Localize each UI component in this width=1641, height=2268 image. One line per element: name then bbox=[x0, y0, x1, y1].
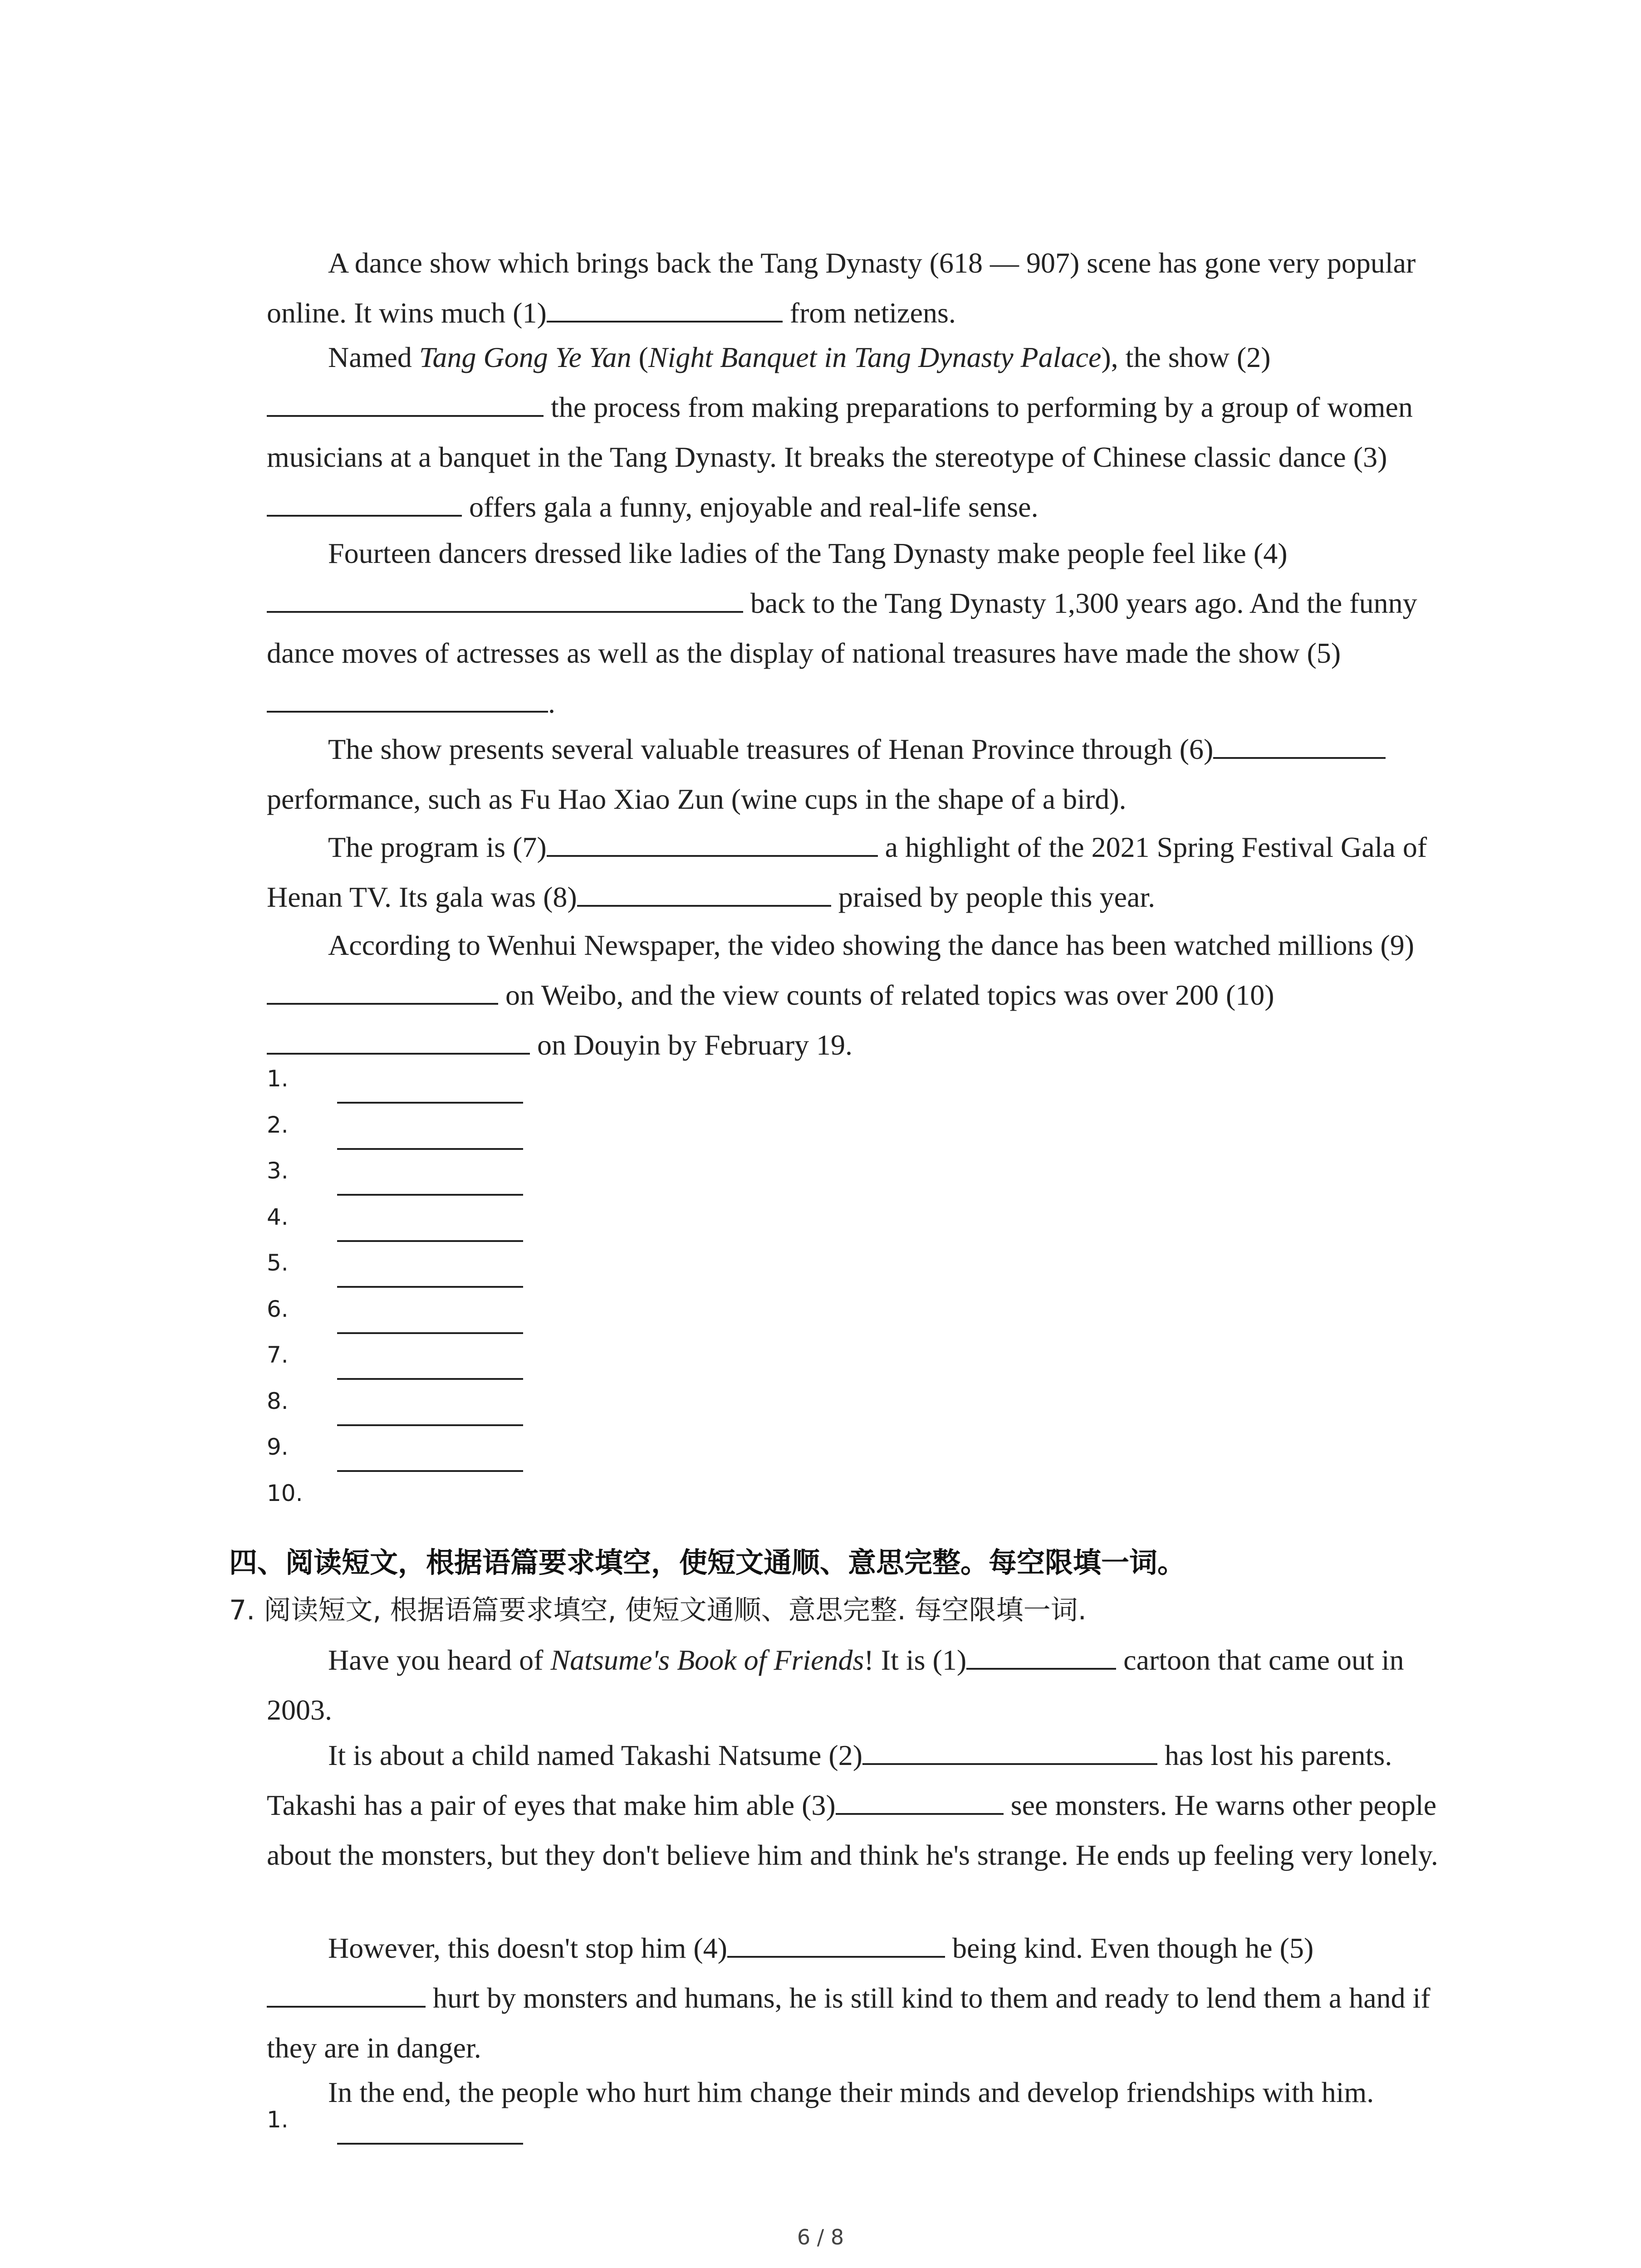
passage-text: A dance show which brings back the Tang Dynasty (618 — 907) scene has gone very popular online. It wins much (1) bbox=[267, 247, 1416, 329]
passage-text: Fourteen dancers dressed like ladies of the Tang Dynasty make people feel like (4) bbox=[328, 537, 1288, 569]
answer-number: 10. bbox=[267, 1480, 303, 1506]
question7-paragraph-1 bbox=[267, 1635, 1455, 1735]
passage1-paragraph-4 bbox=[267, 724, 1455, 824]
answer-number: 4. bbox=[267, 1203, 289, 1230]
answer-line[interactable] bbox=[337, 1194, 523, 1196]
passage1-paragraph-6 bbox=[267, 920, 1455, 1070]
passage-text: The program is (7) bbox=[328, 831, 547, 863]
q7-blank-5[interactable] bbox=[267, 1978, 426, 2008]
passage-text: on Weibo, and the view counts of related topics was over 200 (10) bbox=[498, 979, 1274, 1011]
italic-title: Tang Gong Ye Yan bbox=[419, 341, 632, 373]
blank-6[interactable] bbox=[1213, 729, 1386, 759]
page-number: 6 / 8 bbox=[797, 2225, 844, 2249]
blank-5[interactable] bbox=[267, 683, 548, 713]
q7-blank-4[interactable] bbox=[727, 1928, 945, 1958]
question-7-label: 7. 阅读短文, 根据语篇要求填空, 使短文通顺、意思完整. 每空限填一词. bbox=[229, 1594, 1087, 1626]
answer-number: 2. bbox=[267, 1111, 289, 1138]
answer-line[interactable] bbox=[337, 1240, 523, 1242]
answer-number: 8. bbox=[267, 1388, 289, 1414]
passage-text: offers gala a funny, enjoyable and real-life sense. bbox=[462, 491, 1038, 523]
blank-1[interactable] bbox=[547, 293, 783, 323]
passage1-paragraph-1 bbox=[267, 238, 1455, 338]
passage-text: According to Wenhui Newspaper, the video showing the dance has been watched millions (9) bbox=[328, 929, 1414, 961]
passage-text: from netizens. bbox=[782, 297, 956, 329]
passage-text: ( bbox=[631, 341, 648, 373]
passage-text: cartoon that came out in 2003. bbox=[267, 1644, 1404, 1726]
answer-number: 3. bbox=[267, 1158, 289, 1184]
passage-text: back to the Tang Dynasty 1,300 years ago. And the funny dance moves of actresses as well as the display of national treasures have made the show (5) bbox=[267, 587, 1417, 669]
passage-text: However, this doesn't stop him (4) bbox=[328, 1932, 727, 1964]
passage-text: has lost his parents. Takashi has a pair of eyes that make him able (3) bbox=[267, 1739, 1392, 1821]
answer-line[interactable] bbox=[337, 1424, 523, 1426]
answer-number: 9. bbox=[267, 1434, 289, 1460]
answer-line[interactable] bbox=[337, 1286, 523, 1288]
q7-blank-1[interactable] bbox=[966, 1640, 1116, 1670]
passage-text: praised by people this year. bbox=[831, 881, 1156, 913]
answer-number: 7. bbox=[267, 1342, 289, 1368]
italic-title: Natsume's Book of Friends bbox=[550, 1644, 864, 1676]
passage-text: the process from making preparations to performing by a group of women musicians at a banquet in the Tang Dynasty. It breaks the stereotype of Chinese classic dance (3) bbox=[267, 391, 1413, 473]
blank-7[interactable] bbox=[547, 827, 878, 857]
q7-blank-2[interactable] bbox=[862, 1735, 1157, 1765]
blank-4[interactable] bbox=[267, 583, 743, 613]
passage-text: performance, such as Fu Hao Xiao Zun (wine cups in the shape of a bird). bbox=[267, 783, 1127, 815]
passage-text: being kind. Even though he (5) bbox=[945, 1932, 1314, 1964]
passage-text: Named bbox=[328, 341, 419, 373]
passage1-paragraph-3 bbox=[267, 528, 1455, 728]
passage1-paragraph-5 bbox=[267, 822, 1455, 922]
answer-line[interactable] bbox=[337, 1102, 523, 1104]
passage-text: hurt by monsters and humans, he is still kind to them and ready to lend them a hand if they are in danger. bbox=[267, 1982, 1430, 2064]
passage-text: see monsters. He warns other people about the monsters, but they don't believe him and think he's strange. He ends up feeling very lonely. bbox=[267, 1789, 1438, 1871]
blank-10[interactable] bbox=[267, 1025, 530, 1055]
answer-number: 5. bbox=[267, 1250, 289, 1276]
blank-9[interactable] bbox=[267, 975, 498, 1005]
passage-text: a highlight of the 2021 Spring Festival Gala of Henan TV. Its gala was (8) bbox=[267, 831, 1427, 913]
answer-line[interactable] bbox=[337, 1332, 523, 1334]
question7-paragraph-4: In the end, the people who hurt him change their minds and develop friendships with him. bbox=[328, 2076, 1374, 2108]
passage-text: on Douyin by February 19. bbox=[530, 1029, 853, 1061]
blank-3[interactable] bbox=[267, 487, 462, 517]
passage-text: The show presents several valuable treasures of Henan Province through (6) bbox=[328, 733, 1214, 765]
q7-blank-3[interactable] bbox=[836, 1785, 1004, 1815]
answer-line[interactable] bbox=[337, 1470, 523, 1472]
question7-paragraph-2 bbox=[267, 1730, 1455, 1880]
passage-text: Have you heard of bbox=[328, 1644, 551, 1676]
passage-text: ! It is (1) bbox=[864, 1644, 967, 1676]
section-heading: 四、阅读短文，根据语篇要求填空，使短文通顺、意思完整。每空限填一词。 bbox=[229, 1546, 1186, 1579]
blank-2[interactable] bbox=[267, 387, 544, 417]
answer-line[interactable] bbox=[337, 1378, 523, 1380]
passage1-paragraph-2 bbox=[267, 332, 1455, 532]
answer-number: 6. bbox=[267, 1295, 289, 1322]
blank-8[interactable] bbox=[577, 877, 831, 907]
answer-number: 1. bbox=[267, 1066, 289, 1092]
answer-line[interactable] bbox=[337, 2143, 523, 2145]
passage-text: ), the show (2) bbox=[1101, 341, 1271, 373]
question7-paragraph-3 bbox=[267, 1923, 1455, 2073]
passage-text: . bbox=[548, 687, 555, 719]
italic-title: Night Banquet in Tang Dynasty Palace bbox=[648, 341, 1102, 373]
answer-number: 1. bbox=[267, 2107, 289, 2133]
answer-line[interactable] bbox=[337, 1148, 523, 1150]
passage-text: It is about a child named Takashi Natsume (2) bbox=[328, 1739, 863, 1771]
